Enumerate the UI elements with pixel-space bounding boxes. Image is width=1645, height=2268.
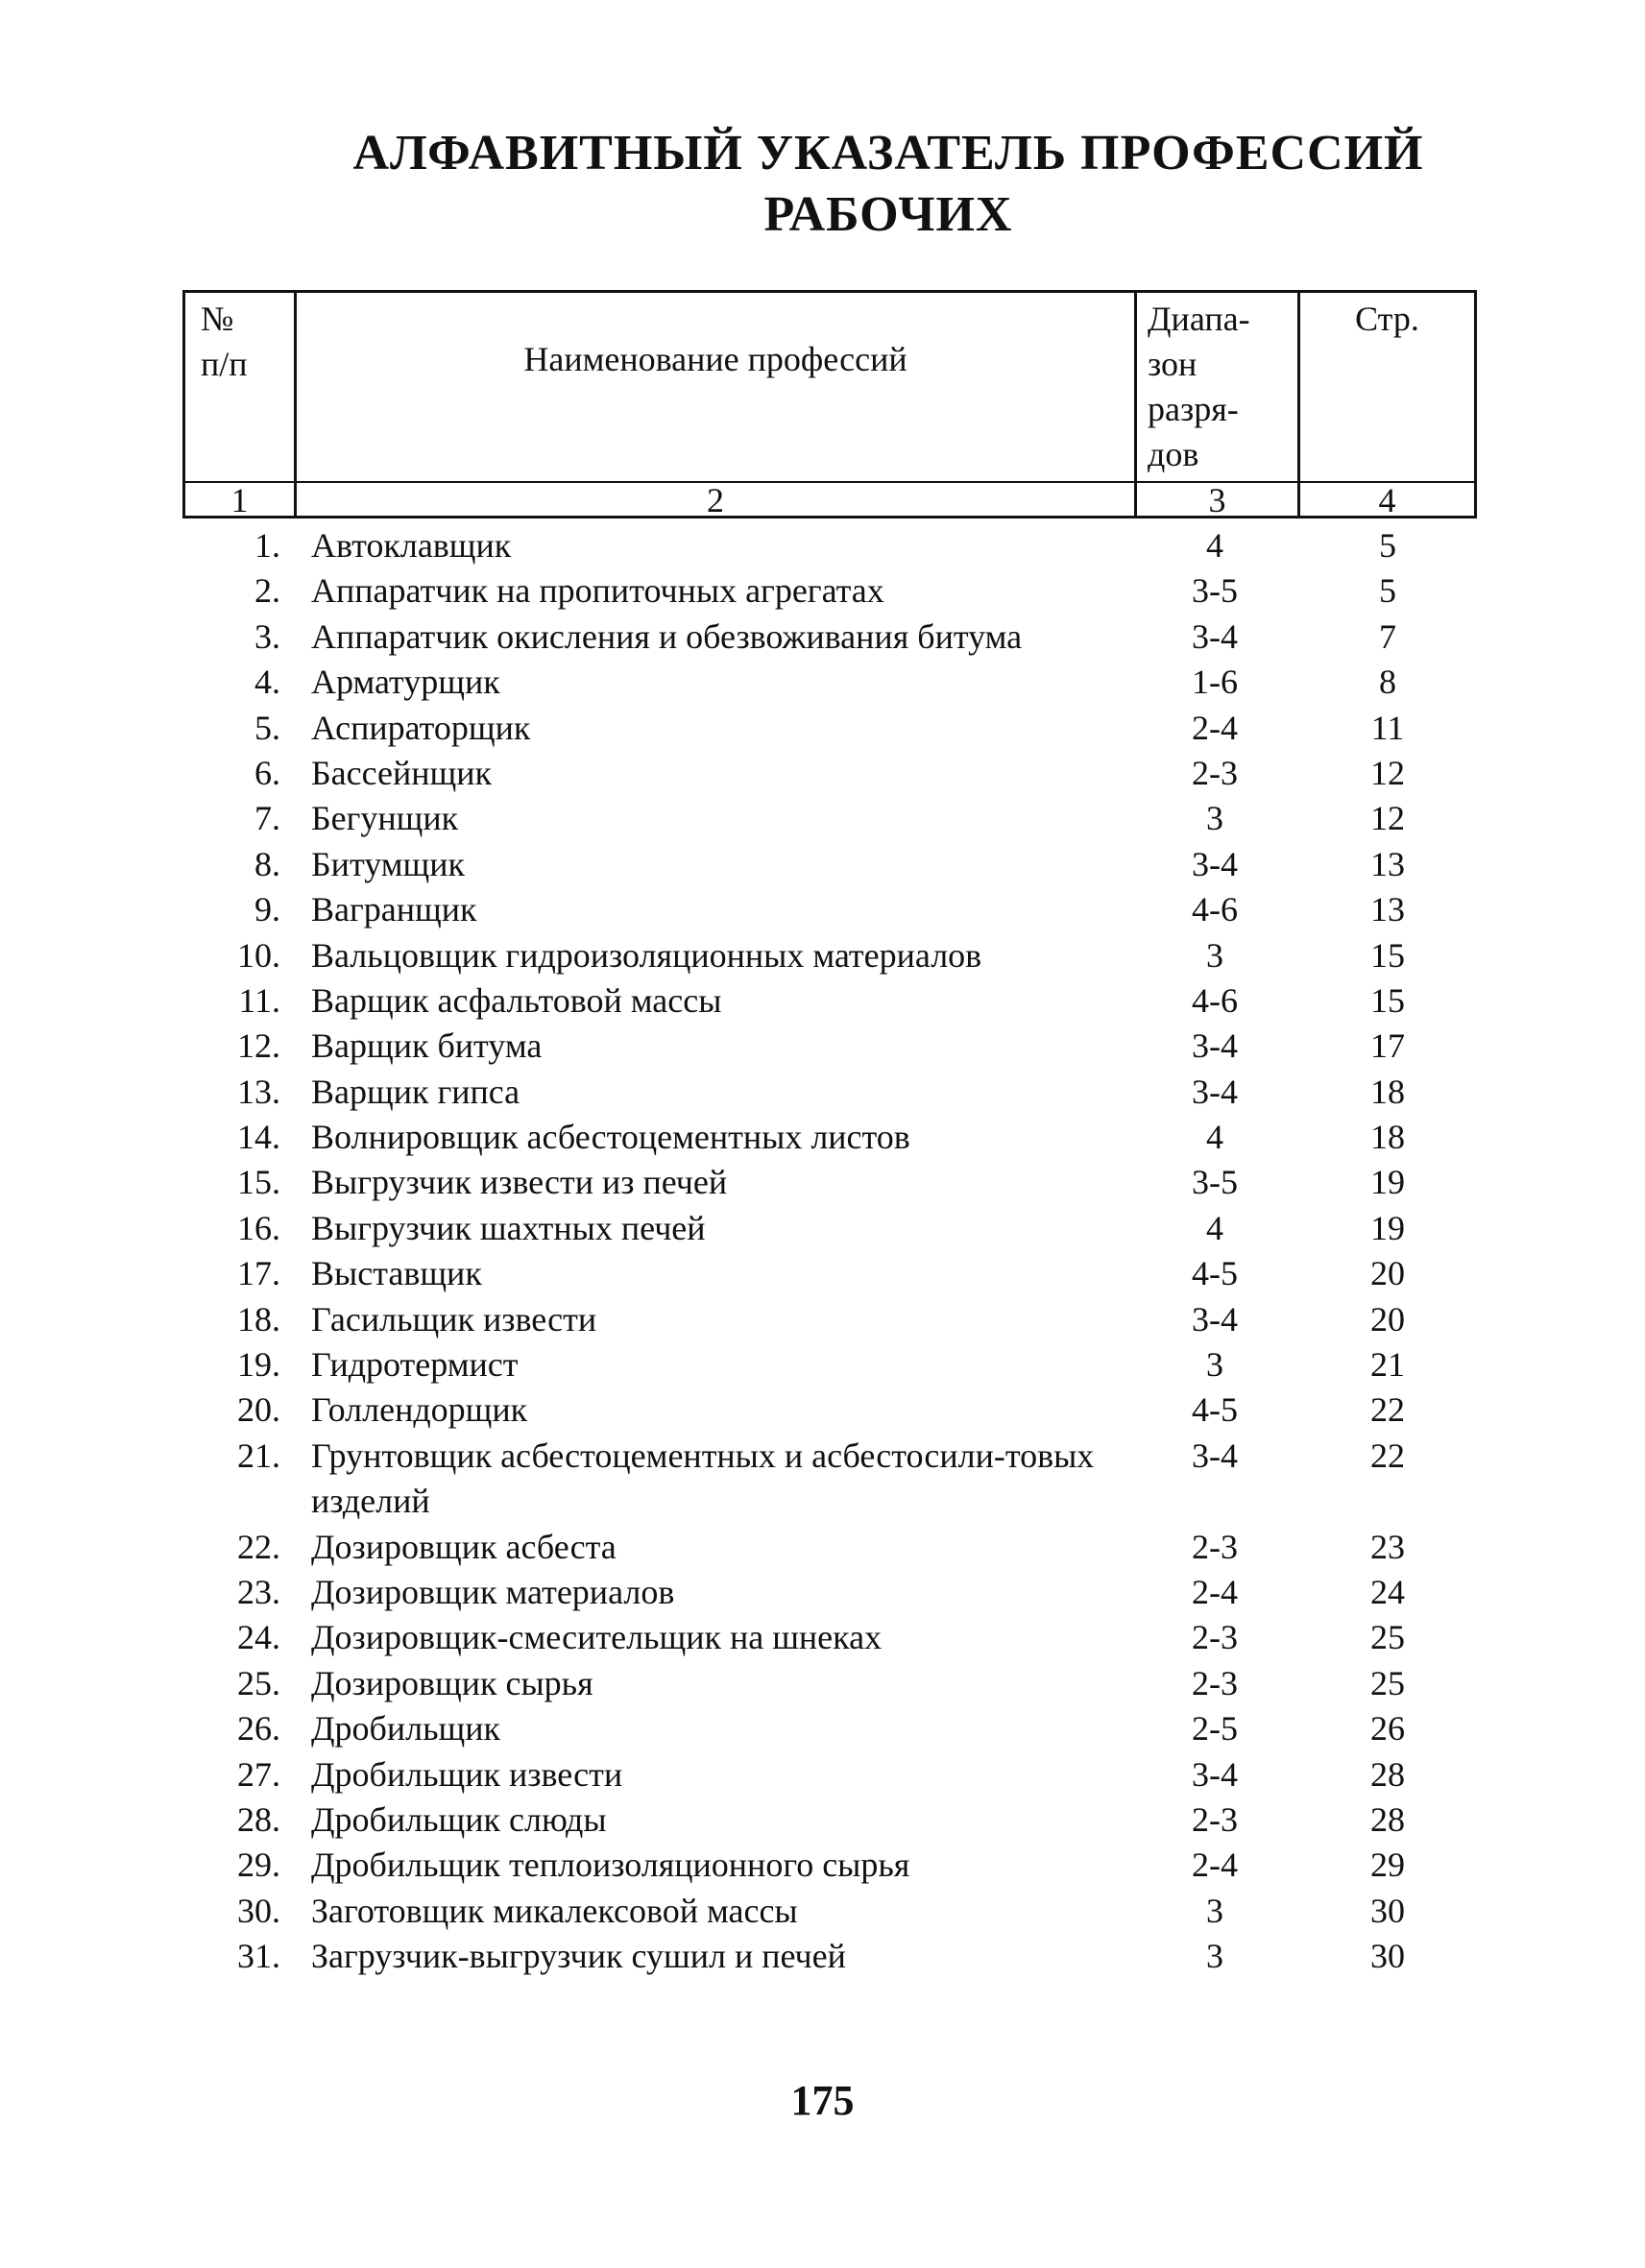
row-number: 19. — [237, 1345, 280, 1385]
profession-name: Бегунщик — [311, 799, 459, 838]
table-row — [0, 842, 1645, 887]
page-ref: 28 — [1370, 1799, 1405, 1839]
profession-name: Аппаратчик окисления и обезвоживания битума — [311, 616, 1023, 656]
row-number: 15. — [237, 1163, 280, 1202]
page-ref: 28 — [1370, 1754, 1405, 1794]
row-number: 22. — [237, 1527, 280, 1566]
grade-range: 3 — [1206, 1891, 1223, 1930]
grade-range: 4-5 — [1192, 1390, 1238, 1430]
profession-name: Аппаратчик на пропиточных агрегатах — [311, 571, 884, 611]
page-ref: 11 — [1370, 708, 1405, 747]
profession-name: Варщик гипса — [311, 1072, 520, 1111]
profession-name: Дробильщик — [311, 1709, 500, 1749]
grade-range: 4-5 — [1192, 1254, 1238, 1293]
table-row — [0, 615, 1645, 660]
page-ref: 18 — [1370, 1072, 1405, 1111]
row-number: 4. — [254, 663, 280, 702]
page-ref: 23 — [1370, 1527, 1405, 1566]
table-row — [0, 1661, 1645, 1706]
profession-name: Дробильщик извести — [311, 1754, 623, 1794]
page-ref: 20 — [1370, 1299, 1405, 1339]
table-row — [0, 1115, 1645, 1160]
column-number: 1 — [230, 481, 249, 519]
grade-range: 1-6 — [1192, 663, 1238, 702]
row-number: 3. — [254, 616, 280, 656]
grade-range: 2-3 — [1192, 753, 1238, 792]
header-col-name: Наименование профессий — [523, 340, 907, 378]
page-ref: 12 — [1370, 799, 1405, 838]
row-number: 21. — [237, 1436, 280, 1475]
row-number: 14. — [237, 1118, 280, 1157]
row-number: 31. — [237, 1937, 280, 1976]
page-ref: 15 — [1370, 935, 1405, 975]
page-ref: 30 — [1370, 1891, 1405, 1930]
grade-range: 3-4 — [1192, 616, 1238, 656]
table-row — [0, 1251, 1645, 1296]
row-number: 13. — [237, 1072, 280, 1111]
grade-range: 3 — [1206, 799, 1223, 838]
table-row — [0, 1070, 1645, 1115]
grade-range: 2-5 — [1192, 1709, 1238, 1749]
grade-range: 4 — [1206, 526, 1223, 565]
table-row — [0, 1206, 1645, 1251]
grade-range: 2-3 — [1192, 1799, 1238, 1839]
table-row — [0, 1889, 1645, 1934]
table-row — [0, 978, 1645, 1024]
profession-name: Варщик битума — [311, 1026, 543, 1066]
page-ref: 29 — [1370, 1846, 1405, 1885]
row-number: 29. — [237, 1846, 280, 1885]
profession-name: Голлендорщик — [311, 1390, 528, 1430]
profession-name: Дозировщик сырья — [311, 1663, 593, 1702]
row-number: 28. — [237, 1799, 280, 1839]
title-line-2: РАБОЧИХ — [763, 187, 1013, 242]
profession-name: Аспираторщик — [311, 708, 531, 747]
page-ref: 25 — [1370, 1663, 1405, 1702]
page-ref: 22 — [1370, 1390, 1405, 1430]
profession-name: Волнировщик асбестоцементных листов — [311, 1118, 910, 1157]
table-row — [0, 1843, 1645, 1888]
table-row — [0, 796, 1645, 841]
header-col-number: № п/п — [201, 300, 248, 383]
table-row — [0, 887, 1645, 932]
profession-name: Загрузчик-выгрузчик сушил и печей — [311, 1937, 846, 1976]
table-row — [0, 706, 1645, 751]
page-ref: 17 — [1370, 1026, 1405, 1066]
profession-name: Арматурщик — [311, 663, 500, 702]
grade-range: 2-4 — [1192, 1846, 1238, 1885]
page-ref: 19 — [1370, 1163, 1405, 1202]
grade-range: 3-4 — [1192, 1754, 1238, 1794]
row-number: 2. — [254, 571, 280, 611]
profession-name: Варщик асфальтовой массы — [311, 980, 722, 1020]
row-number: 23. — [237, 1573, 280, 1611]
column-number: 4 — [1378, 481, 1396, 519]
page-ref: 5 — [1379, 526, 1396, 565]
row-number: 27. — [237, 1754, 280, 1794]
row-number: 25. — [237, 1663, 280, 1702]
table-row — [0, 660, 1645, 705]
grade-range: 3-4 — [1192, 1299, 1238, 1339]
page-ref: 13 — [1370, 890, 1405, 929]
table-row — [0, 1615, 1645, 1660]
table-row — [0, 1024, 1645, 1069]
page-number: 175 — [790, 2077, 855, 2124]
table-row — [0, 1297, 1645, 1342]
table-row — [0, 568, 1645, 614]
row-number: 18. — [237, 1299, 280, 1339]
page-ref: 22 — [1370, 1436, 1405, 1475]
table-row — [0, 1160, 1645, 1205]
grade-range: 3-5 — [1192, 1163, 1238, 1202]
grade-range: 2-3 — [1192, 1527, 1238, 1566]
profession-name: Вальцовщик гидроизоляционных материалов — [311, 935, 982, 975]
page-ref: 15 — [1370, 980, 1405, 1020]
profession-name: Грунтовщик асбестоцементных и асбестосили-товых изделий — [311, 1436, 1095, 1520]
profession-name: Выставщик — [311, 1254, 482, 1293]
row-number: 26. — [237, 1709, 280, 1749]
page-ref: 24 — [1370, 1573, 1405, 1611]
profession-list — [0, 523, 1645, 1980]
title-line-1: АЛФАВИТНЫЙ УКАЗАТЕЛЬ ПРОФЕССИЙ — [352, 126, 1424, 181]
page-ref: 21 — [1370, 1345, 1405, 1385]
table-row — [0, 1434, 1645, 1525]
row-number: 24. — [237, 1618, 280, 1657]
profession-name: Заготовщик микалексовой массы — [311, 1891, 798, 1930]
page-ref: 26 — [1370, 1709, 1405, 1749]
table-row — [0, 523, 1645, 568]
page-ref: 18 — [1370, 1118, 1405, 1157]
grade-range: 3-4 — [1192, 844, 1238, 883]
page-ref: 30 — [1370, 1937, 1405, 1976]
table-row — [0, 933, 1645, 978]
grade-range: 3-4 — [1192, 1026, 1238, 1066]
row-number: 20. — [237, 1390, 280, 1430]
grade-range: 4-6 — [1192, 980, 1238, 1020]
grade-range: 3-5 — [1192, 571, 1238, 611]
row-number: 5. — [254, 708, 280, 747]
grade-range: 3 — [1206, 1937, 1223, 1976]
grade-range: 2-3 — [1192, 1618, 1238, 1657]
grade-range: 4-6 — [1192, 890, 1238, 929]
profession-name: Дробильщик слюды — [311, 1799, 607, 1839]
profession-name: Дозировщик-смесительщик на шнеках — [311, 1618, 883, 1657]
profession-name: Выгрузчик шахтных печей — [311, 1208, 706, 1247]
grade-range: 3 — [1206, 1345, 1223, 1385]
grade-range: 3 — [1206, 935, 1223, 975]
row-number: 16. — [237, 1208, 280, 1247]
page-ref: 19 — [1370, 1208, 1405, 1247]
grade-range: 3-4 — [1192, 1436, 1238, 1475]
column-number: 3 — [1208, 481, 1226, 519]
profession-name: Дозировщик асбеста — [311, 1527, 617, 1566]
page-ref: 5 — [1379, 571, 1396, 611]
table-row — [0, 1934, 1645, 1979]
page-ref: 7 — [1379, 616, 1396, 656]
table-row — [0, 1706, 1645, 1751]
header-col-page: Стр. — [1355, 300, 1419, 338]
profession-name: Дозировщик материалов — [311, 1573, 675, 1611]
page-ref: 12 — [1370, 753, 1405, 792]
profession-name: Вагранщик — [311, 890, 477, 929]
row-number: 7. — [254, 799, 280, 838]
table-header — [182, 290, 1477, 519]
row-number: 9. — [254, 890, 280, 929]
page-ref: 13 — [1370, 844, 1405, 883]
profession-name: Гасильщик извести — [311, 1299, 597, 1339]
page-ref: 25 — [1370, 1618, 1405, 1657]
row-number: 30. — [237, 1891, 280, 1930]
grade-range: 2-4 — [1192, 1573, 1238, 1611]
row-number: 12. — [237, 1026, 280, 1066]
table-row — [0, 1387, 1645, 1433]
table-row — [0, 1798, 1645, 1843]
profession-name: Битумщик — [311, 844, 465, 883]
column-number: 2 — [707, 481, 724, 519]
table-row — [0, 751, 1645, 796]
table-row — [0, 1342, 1645, 1387]
row-number: 17. — [237, 1254, 280, 1293]
table-row — [0, 1570, 1645, 1615]
row-number: 10. — [237, 935, 280, 975]
page-ref: 8 — [1379, 663, 1396, 702]
profession-name: Гидротермист — [311, 1345, 519, 1385]
grade-range: 4 — [1206, 1118, 1223, 1157]
grade-range: 3-4 — [1192, 1072, 1238, 1111]
profession-name: Дробильщик теплоизоляционного сырья — [311, 1846, 910, 1885]
header-col-range: Диапа- зон разря- дов — [1148, 300, 1250, 473]
page-title — [192, 123, 1585, 246]
row-number: 11. — [238, 980, 280, 1020]
table-row — [0, 1752, 1645, 1798]
grade-range: 2-4 — [1192, 708, 1238, 747]
grade-range: 2-3 — [1192, 1663, 1238, 1702]
profession-name: Автоклавщик — [311, 526, 512, 565]
grade-range: 4 — [1206, 1208, 1223, 1247]
row-number: 8. — [254, 844, 280, 883]
row-number: 1. — [254, 526, 280, 565]
table-row — [0, 1525, 1645, 1570]
profession-name: Выгрузчик извести из печей — [311, 1163, 728, 1202]
page-ref: 20 — [1370, 1254, 1405, 1293]
profession-name: Бассейнщик — [311, 753, 493, 792]
row-number: 6. — [254, 753, 280, 792]
